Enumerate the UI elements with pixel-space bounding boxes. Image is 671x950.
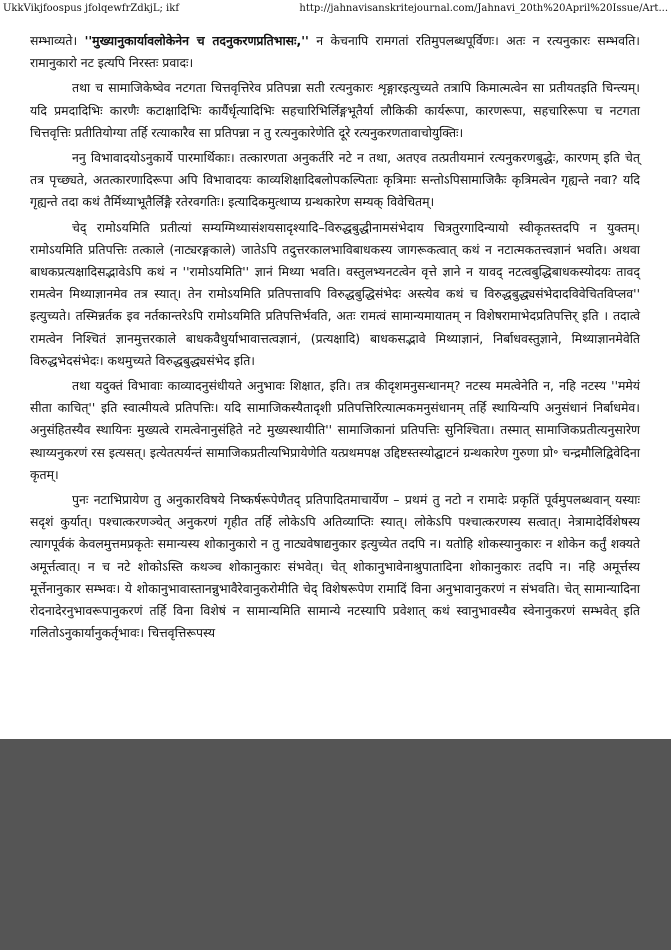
bold-quote: ''मुख्यानुकार्यावलोकेनेन च तदनुकरणप्रतिभासः,'' <box>84 33 309 48</box>
document-body <box>30 30 640 647</box>
paragraph <box>30 375 640 486</box>
print-header-title: UkkVikjfoospus jfolqewfrZdkjL; ikf <box>3 3 180 14</box>
text-segment: ननु विभावादयोऽनुकार्ये पारमार्थिकाः। तत्कारणता अनुकर्तरि नटे न तथा, अतएव तत्प्रतीयमानं रत्यनुकरणबुद्धेः, कारणम् इति चेत् तत्र पृच्छ्यते, अतत्कारणादिरूपा अपि विभावादयः काव्यशिक्षादिबलोपकल्पिताः कृत्रिमाः सन्तोऽपिसामाजिकैः कृत्रिमत्वेन गृह्यन्ते नवा? यदि गृह्यन्ते तदा कथं तैर्मिथ्याभूतैर्लिङ्गै रतेरवगतिः। इत्यादिकमुत्थाप्य ग्रन्थकारेण सम्यक् विवेचितम्। <box>30 150 640 210</box>
text-segment: तथा यदुक्तं विभावाः काव्यादनुसंधीयते अनुभावः शिक्षात, इति। तत्र कीदृशमनुसन्धानम्? नटस्य ममत्वेनेति न, नहि नटस्य ''ममेयं सीता काचित्'' इति स्वात्मीयत्वे प्रतिपत्तिः। यदि सामाजिकस्यैतादृशी प्रतिपत्तिरित्यात्मकमनुसंधानम् तर्हि स्थायिन्यपि अनुसंधानं निर्बाधमेव। अनुसंहितस्यैव स्थायिनः मुख्यत्वे रामत्वेनानुसंहिते नटे मुख्यस्थायीति'' सामाजिकानां प्रतिपत्तिः सुनिश्चिता। तस्मात् सामाजिकप्रतीत्यनुसारेण स्थाय्यनुकरणं रस इत्यसत्। इत्येतत्पर्यन्तं सामाजिकप्रतीत्यभिप्रायेणेति यत्प्रथमपक्ष उद्दिष्टस्तस्योद्घाटनं ग्रन्थकारेण गुरुणा प्रो॰ चन्द्रमौलिद्विवेदिना कृतम्। <box>30 378 640 482</box>
paragraph <box>30 30 640 74</box>
print-header-url: http://jahnavisanskritejournal.com/Jahnavi_20th%20April%20Issue/Art... <box>299 3 668 14</box>
paragraph <box>30 217 640 372</box>
browser-print-header <box>0 0 671 18</box>
paragraph <box>30 77 640 144</box>
text-segment: पुनः नटाभिप्रायेण तु अनुकारविषये निष्कर्षरूपेणैतद् प्रतिपादितमाचार्येण – प्रथमं तु नटो न रामादेः प्रकृतिं पूर्वमुपलब्धवान् यस्याः सदृशं कुर्यात्। पश्चात्करणञ्चेत् अनुकरणं गृहीत तर्हि लोकेऽपि अतिव्याप्तिः स्यात्। लोकेऽपि पश्चात्करणस्य सत्वात्। नेत्रामादेर्विशेषस्य त्यागपूर्वकं केवलमुत्तमप्रकृतेः समान्यस्य शोकानुकारो न तु नाट्यवेषाद्यनुकार इत्युच्येत तदपि न। यतोहि शोकस्यानुकारः न शोकेन कर्तुं शक्यते अमूर्त्तत्वात्। न च नटे शोकोऽस्ति कथञ्च शोकानुकारः संभवेत्। चेत् शोकानुभावेनाश्रुपातादिना शोकानुकारः तदपि न। नहि अमूर्त्तस्य मूर्त्तेनानुकार सम्भवः। ये शोकानुभावास्तानन्नुभावैरेवानुकरोमीति चेद् विशेषरूपेण रामादिं विना अनुभावानुकरणं न संभवति। चेत् सामान्यादिना रोदनादेरनुभावरूपानुकरणं तर्हि विना विशेषं न सामान्यमिति सामान्ये नटस्यापि प्रवेशात् कथं स्वानुभावस्यैव स्वेनानुकरणं सम्भवेत् इति गलितोऽनुकार्यानुकर्तृभावः। चित्तवृत्तिरूपस्य <box>30 492 640 641</box>
text-segment: तथा च सामाजिकेष्वेव नटगता चित्तवृत्तिरेव प्रतिपन्ना सती रत्यनुकारः शृङ्गारइत्युच्यते तत्रापि किमात्मत्वेन सा प्रतीयतइति चिन्त्यम्। यदि प्रमदादिभिः कारणैः कटाक्षादिभिः कार्यैर्धृत्यादिभिः सहचारिभिर्लिङ्गभूतैर्या लौकिकी कार्यरूपा, कारणरूपा, सहचारिरूपा च नटगता चित्तवृत्तिः प्रतीतियोग्या तर्हि रत्याकारैव सा प्रतिपन्ना न तु रत्यनुकारेणेति दूरे रत्यनुकरणतावाचोयुक्तिः। <box>30 80 640 140</box>
text-segment: चेद् रामोऽयमिति प्रतीत्यां सम्यग्मिथ्यासंशयसादृश्यादि–विरुद्धबुद्धीनामसंभेदाय चित्रतुरगादिन्यायो स्वीकृतस्तदपि न युक्तम्। रामोऽयमिति प्रतिपत्तिः तत्काले (नाट्यरङ्गकाले) जातेऽपि तदुत्तरकालभाविबाधकस्य जागरूकत्वात् कथं न नटात्मकतत्त्वज्ञानं भवति। अथवा बाधकप्रत्यक्षादिसद्भावेऽपि कथं न ''रामोऽयमिति'' ज्ञानं मिथ्या भवति। वस्तुलभ्यनटत्वेन वृत्ते ज्ञाने न यावद् नटत्वबुद्धिबाधकस्योदयः तावद् रामत्वेन मिथ्याज्ञानमेव तत्र स्यात्। तेन रामोऽयमिति प्रतिपत्तावपि विरुद्धबुद्धिसंभेदः अस्त्येव कथं च विरुद्धबुद्ध्यसंभेदादविवेचितविप्लव'' इत्युच्यते। तस्मिन्नर्तक इव नर्तकान्तरेऽपि रामोऽयमिति प्रतिपत्तिर्भवति, अतः रामत्वं सामान्यमायातम् न विशेषरामाभेदप्रतिपत्तिर् इति । तदात्वे रामत्वेन निश्चितं ज्ञानमुत्तरकाले बाधकवैधुर्याभावात्तत्वज्ञानं, (प्रत्यक्षादि) बाधकसद्भावे मिथ्याज्ञानं, निर्बाधवस्तुज्ञाने, मिथ्याज्ञानमेवेति विरुद्धभेदसंभेदः। कथमुच्यते विरुद्धबुद्ध्यसंभेद इति। <box>30 219 640 368</box>
text-segment: न केचनापि रामगतां रतिमुपलब्धपूर्विणः। अतः न रत्यनुकारः सम्भवति। रामानुकारो नट इत्यपि निरस्तः प्रवादः। <box>30 33 640 71</box>
paragraph <box>30 147 640 214</box>
text-segment: सम्भाव्यते। <box>30 33 85 48</box>
gray-cover-overlay <box>0 739 671 950</box>
paragraph <box>30 489 640 644</box>
